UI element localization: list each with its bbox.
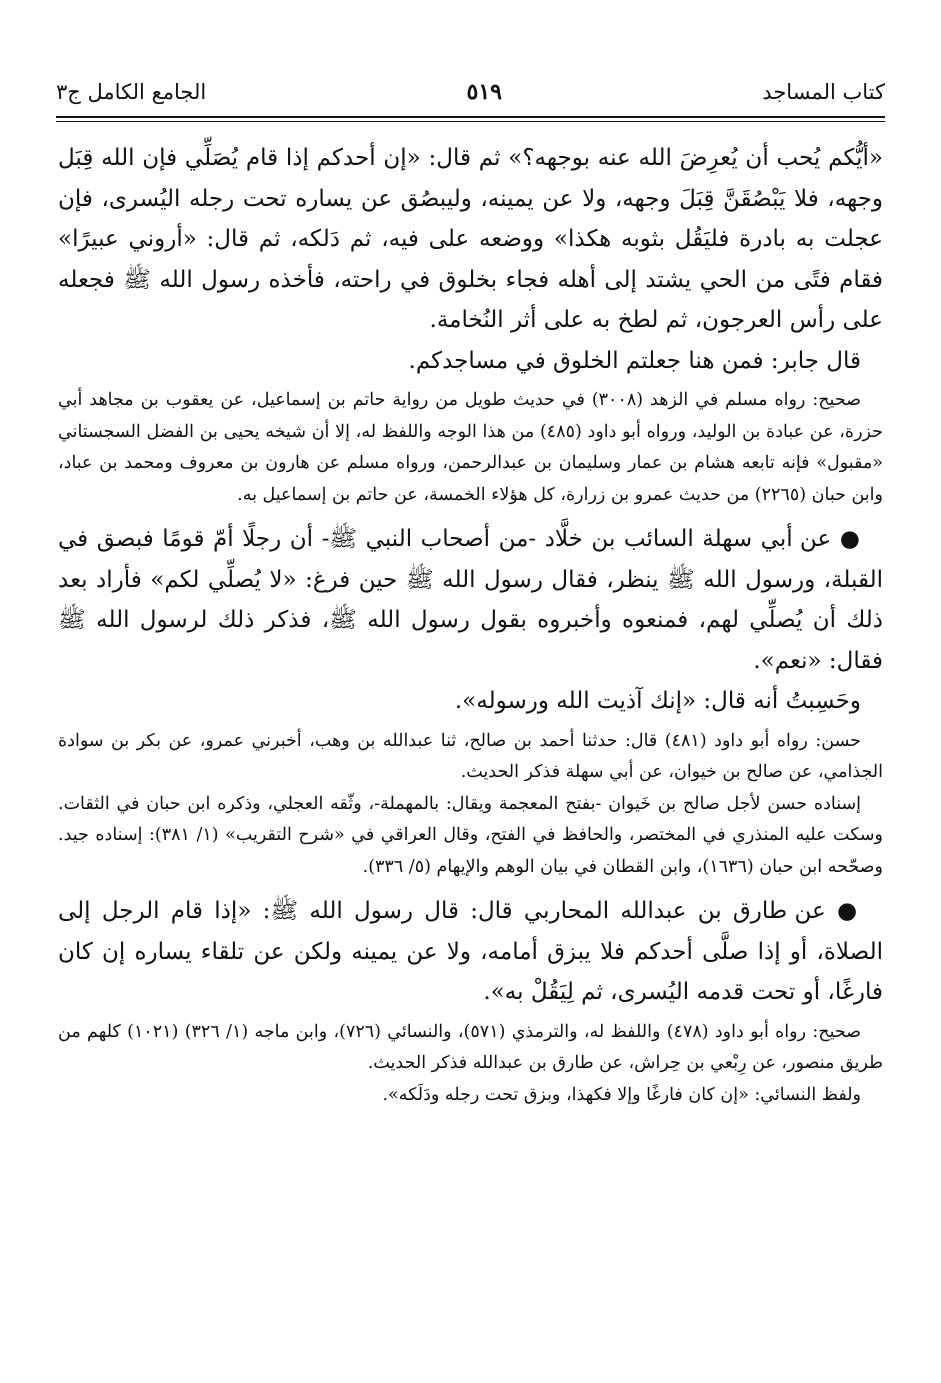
book-title: كتاب المساجد bbox=[762, 80, 885, 104]
hadith-text: عن طارق بن عبدالله المحاربي قال: قال رسول الله ﷺ: «إذا قام الرجل إلى الصلاة، أو إذا صلَّى أحدكم فلا يبزق أمامه، ولا عن يمينه ولكن عن تلقاء يساره إن كان فارغًا، أو تحت قدمه اليُسرى، ثم لِيَقُلْ به». bbox=[58, 898, 883, 1005]
narrator-remark: قال جابر: فمن هنا جعلتم الخلوق في مساجدكم. bbox=[408, 347, 861, 374]
narrator-remark: وحَسِبتُ أنه قال: «إنك آذيت الله ورسوله». bbox=[454, 688, 861, 714]
takhrij-note: صحيح: رواه أبو داود (٤٧٨) واللفظ له، والترمذي (٥٧١)، والنسائي (٧٢٦)، وابن ماجه (١/ ٣٢٦) (١٠٢١) كلهم من طريق منصور، عن رِبْعي بن حِراش، عن طارق بن عبدالله فذكر الحديث. bbox=[58, 1021, 883, 1073]
page-number: ٥١٩ bbox=[466, 79, 502, 105]
page-header bbox=[56, 72, 885, 112]
hadith-text: «أيُّكم يُحب أن يُعرِضَ الله عنه بوجهه؟» ثم قال: «إن أحدكم إذا قام يُصَلِّي فإن الله قِبَل وجهه، فلا يَبْصُقَنَّ قِبَلَ وجهه، ولا عن يمينه، وليبصُق عن يساره تحت رجله اليُسرى، فإن عجلت به بادرة فليَقُل بثوبه هكذا» ووضعه على فيه، ثم دَلكه، ثم قال: «أروني عبيرًا» فقام فتًى من الحي يشتد إلى أهله فجاء بخلوق في راحته، فأخذه رسول الله ﷺ فجعله على رأس العرجون، ثم لطخ به على أثر النُخامة. bbox=[58, 145, 883, 333]
page-body bbox=[58, 138, 883, 1111]
hadith-entry bbox=[58, 891, 883, 1013]
takhrij-note: حسن: رواه أبو داود (٤٨١) قال: حدثنا أحمد بن صالح، ثنا عبدالله بن وهب، أخبرني عمرو، عن بكر بن سوادة الجذامي، عن صالح بن خيوان، عن أبي سهلة فذكر الحديث. bbox=[58, 730, 883, 782]
isnad-note: إسناده حسن لأجل صالح بن خَيوان -بفتح المعجمة ويقال: بالمهملة-، وثّقه العجلي، وذكره ابن حبان في الثقات. وسكت عليه المنذري في المختصر، والحافظ في الفتح، وقال العراقي في «شرح التقريب» (١/ ٣٨١): إسناده جيد. وصحّحه ابن حبان (١٦٣٦)، وابن القطان في بيان الوهم والإيهام (٥/ ٣٣٦). bbox=[58, 793, 883, 877]
header-rule-thick bbox=[56, 116, 885, 118]
hadith-text: عن أبي سهلة السائب بن خلَّاد -من أصحاب النبي ﷺ- أن رجلًا أمّ قومًا فبصق في القبلة، ورسول الله ﷺ ينظر، فقال رسول الله ﷺ حين فرغ: «لا يُصلِّي لكم» فأراد بعد ذلك أن يُصلِّي لهم، فمنعوه وأخبروه بقول رسول الله ﷺ، فذكر ذلك لرسول الله ﷺ فقال: «نعم». bbox=[58, 526, 883, 674]
bullet-icon: ● bbox=[839, 525, 861, 552]
hadith-entry bbox=[58, 519, 883, 681]
bullet-icon: ● bbox=[836, 897, 861, 924]
series-title: الجامع الكامل ج٣ bbox=[56, 80, 207, 104]
variant-wording-note: ولفظ النسائي: «إن كان فارغًا وإلا فكهذا، وبزق تحت رجله ودَلَكه». bbox=[382, 1084, 861, 1105]
header-rule-thin bbox=[56, 121, 885, 122]
takhrij-note: صحيح: رواه مسلم في الزهد (٣٠٠٨) في حديث طويل من رواية حاتم بن إسماعيل، عن يعقوب بن مجاهد أبي حزرة، عن عبادة بن الوليد، ورواه أبو داود (٤٨٥) من هذا الوجه واللفظ له، إلا أن شيخه يحيى بن الفضل السجستاني «مقبول» فإنه تابعه هشام بن عمار وسليمان بن عبدالرحمن، ورواه مسلم عن هارون بن معروف ومحمد بن عباد، وابن حبان (٢٢٦٥) من حديث عمرو بن زرارة، كل هؤلاء الخمسة، عن حاتم بن إسماعيل به. bbox=[58, 390, 884, 505]
